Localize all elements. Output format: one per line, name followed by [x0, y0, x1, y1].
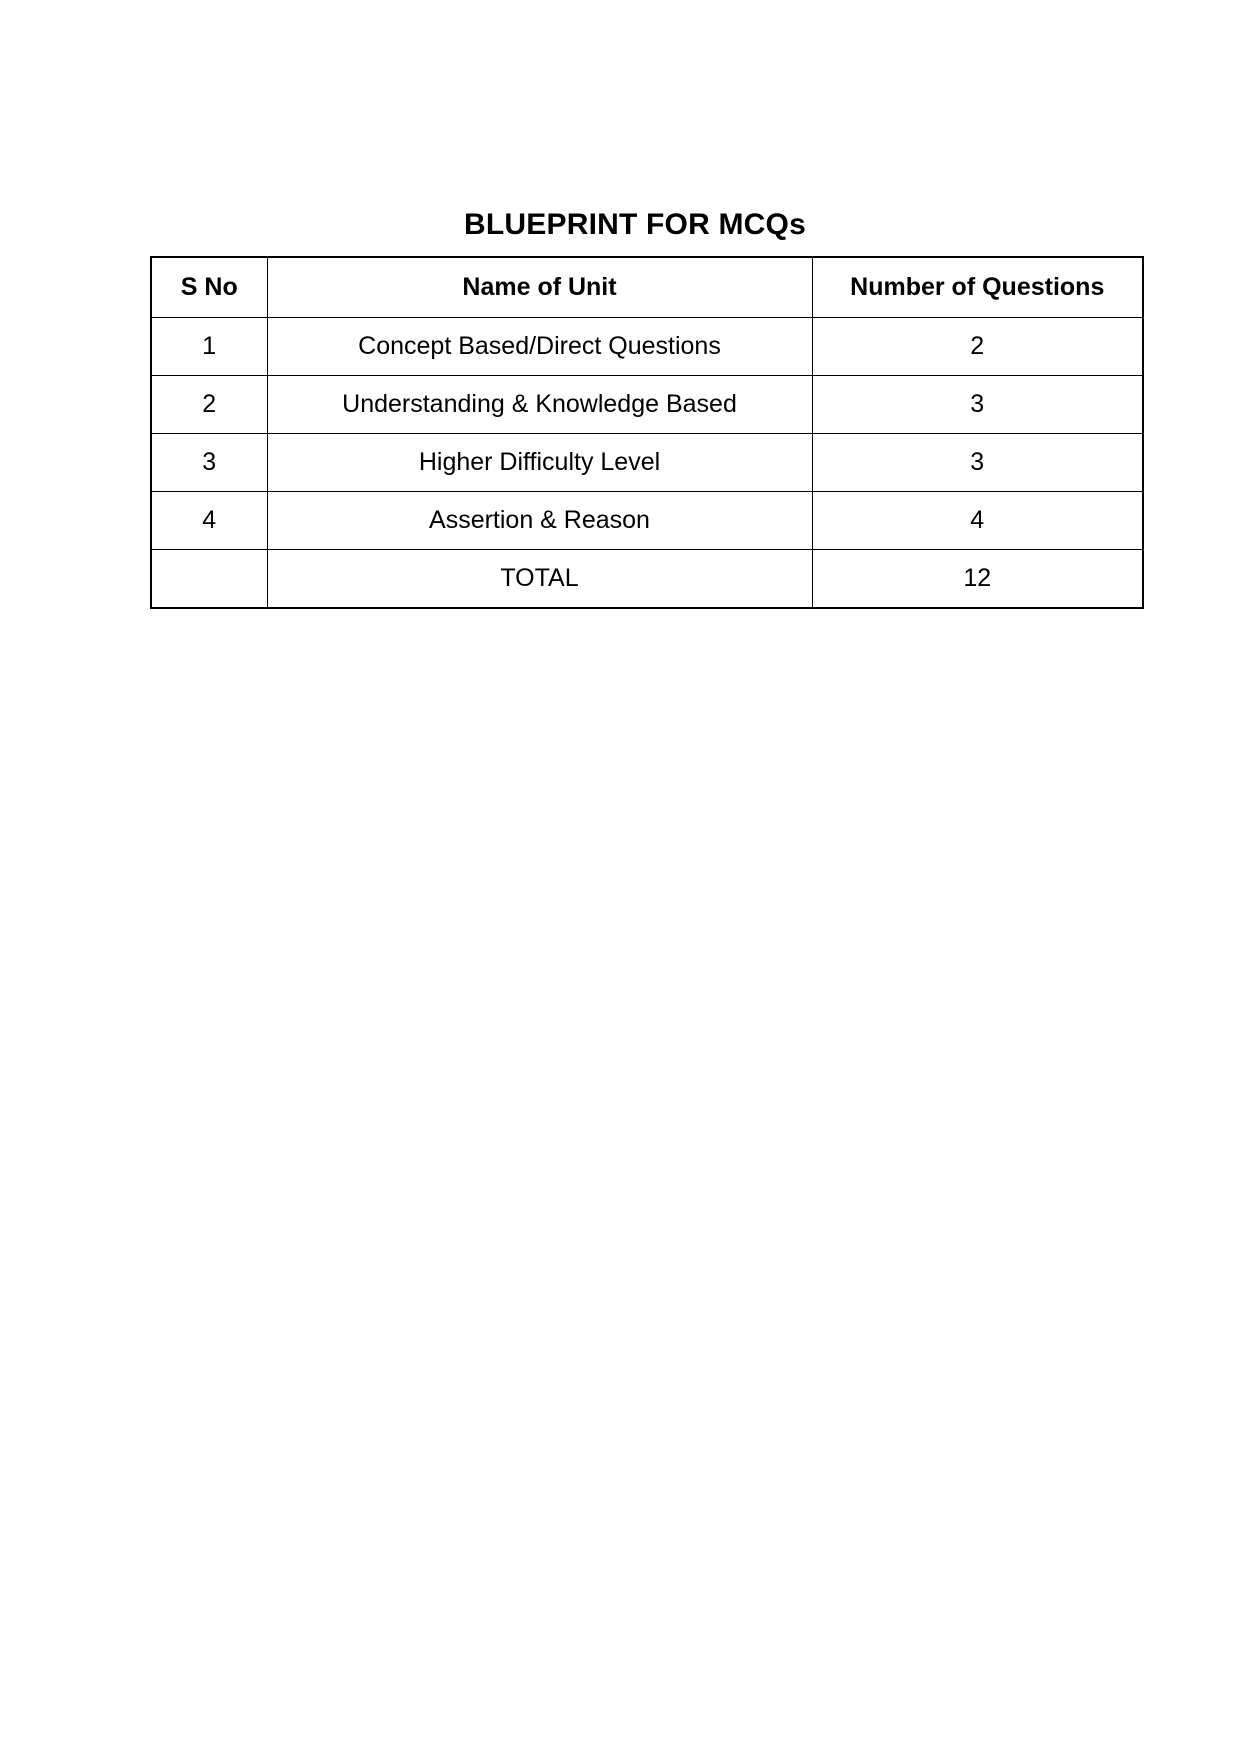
total-sno: [151, 550, 267, 609]
total-label: TOTAL: [267, 550, 812, 609]
total-row: [151, 550, 1143, 609]
row-unit-name: Concept Based/Direct Questions: [267, 318, 812, 376]
row-sno: 2: [151, 376, 267, 434]
row-question-count: 4: [812, 492, 1143, 550]
row-unit-name: Understanding & Knowledge Based: [267, 376, 812, 434]
row-unit-name: Assertion & Reason: [267, 492, 812, 550]
blueprint-table: [150, 256, 1144, 609]
row-question-count: 2: [812, 318, 1143, 376]
page-title: BLUEPRINT FOR MCQs: [464, 208, 806, 241]
row-sno: 1: [151, 318, 267, 376]
row-sno: 3: [151, 434, 267, 492]
header-question-count: Number of Questions: [812, 257, 1143, 318]
header-sno: S No: [151, 257, 267, 318]
row-question-count: 3: [812, 434, 1143, 492]
table-row: [151, 318, 1143, 376]
table-header-row: [151, 257, 1143, 318]
table-row: [151, 376, 1143, 434]
row-question-count: 3: [812, 376, 1143, 434]
table-row: [151, 434, 1143, 492]
row-unit-name: Higher Difficulty Level: [267, 434, 812, 492]
header-unit-name: Name of Unit: [267, 257, 812, 318]
total-question-count: 12: [812, 550, 1143, 609]
row-sno: 4: [151, 492, 267, 550]
table-row: [151, 492, 1143, 550]
